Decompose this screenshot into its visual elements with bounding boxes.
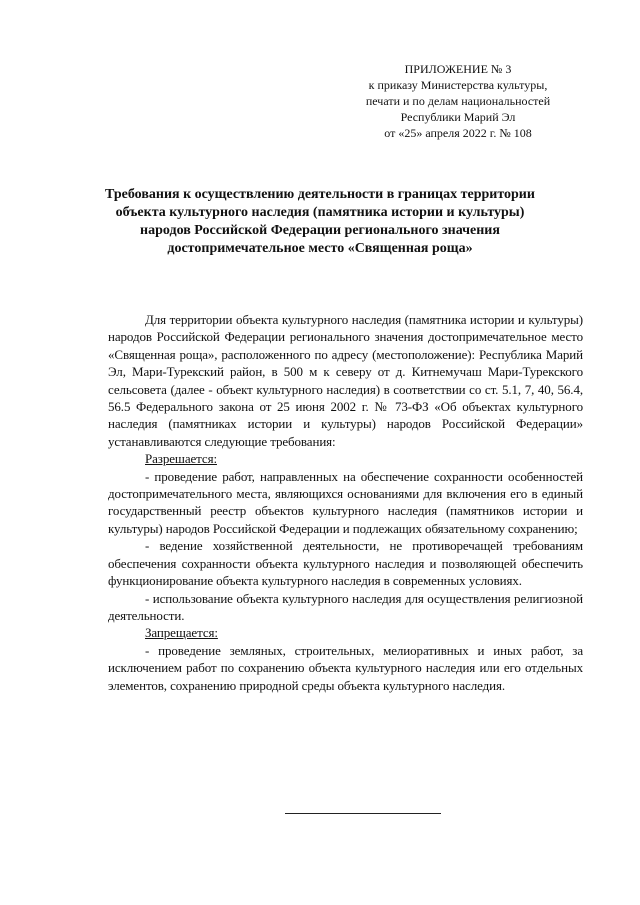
appendix-line: к приказу Министерства культуры,: [368, 78, 548, 92]
document-body: [108, 311, 583, 694]
appendix-line: ПРИЛОЖЕНИЕ № 3: [404, 62, 512, 76]
appendix-header: [338, 61, 578, 141]
intro-paragraph: Для территории объекта культурного наследия (памятника истории и культуры) народов Российской Федерации регионального значения достопримечательное место «Священная роща», расположенного по адресу (местоположение): Республика Марий Эл, Мари-Турекский район, в 500 м к северу от д. Китнемучаш Мари-Турекского сельсовета (далее - объект культурного наследия) в соответствии со ст. 5.1, 7, 40, 56.4, 56.5 Федерального закона от 25 июня 2002 г. № 73-ФЗ «Об объектах культурного наследия (памятниках истории и культуры) народов Российской Федерации» устанавливаются следующие требования:: [108, 312, 583, 449]
title-line: народов Российской Федерации регионального значения: [140, 223, 500, 238]
appendix-line: Республики Марий Эл: [400, 110, 516, 124]
signature-line: [285, 813, 441, 814]
allowed-heading: Разрешается:: [145, 451, 217, 467]
title-line: объекта культурного наследия (памятника истории и культуры): [115, 205, 525, 220]
title-line: достопримечательное место «Священная роща»: [167, 241, 473, 256]
allowed-item: - ведение хозяйственной деятельности, не противоречащей требованиям обеспечения сохранности объекта культурного наследия и позволяющей обеспечить функционирование объекта культурного наследия в современных условиях.: [108, 538, 583, 589]
forbidden-heading: Запрещается:: [145, 625, 218, 641]
appendix-line: печати и по делам национальностей: [365, 94, 551, 108]
appendix-line: от «25» апреля 2022 г. № 108: [384, 126, 532, 140]
document-title: [92, 186, 548, 258]
allowed-item: - проведение работ, направленных на обеспечение сохранности особенностей достопримечательного места, являющихся основаниями для включения его в единый государственный реестр объектов культурного наследия (памятников истории и культуры) народов Российской Федерации и подлежащих обязательному сохранению;: [108, 468, 583, 536]
title-line: Требования к осуществлению деятельности в границах территории: [105, 187, 535, 202]
allowed-item: - использование объекта культурного наследия для осуществления религиозной деятельности.: [108, 590, 583, 623]
forbidden-item: - проведение земляных, строительных, мелиоративных и иных работ, за исключением работ по сохранению объекта культурного наследия или его отдельных элементов, сохранению природной среды объекта культурного наследия.: [108, 642, 583, 693]
